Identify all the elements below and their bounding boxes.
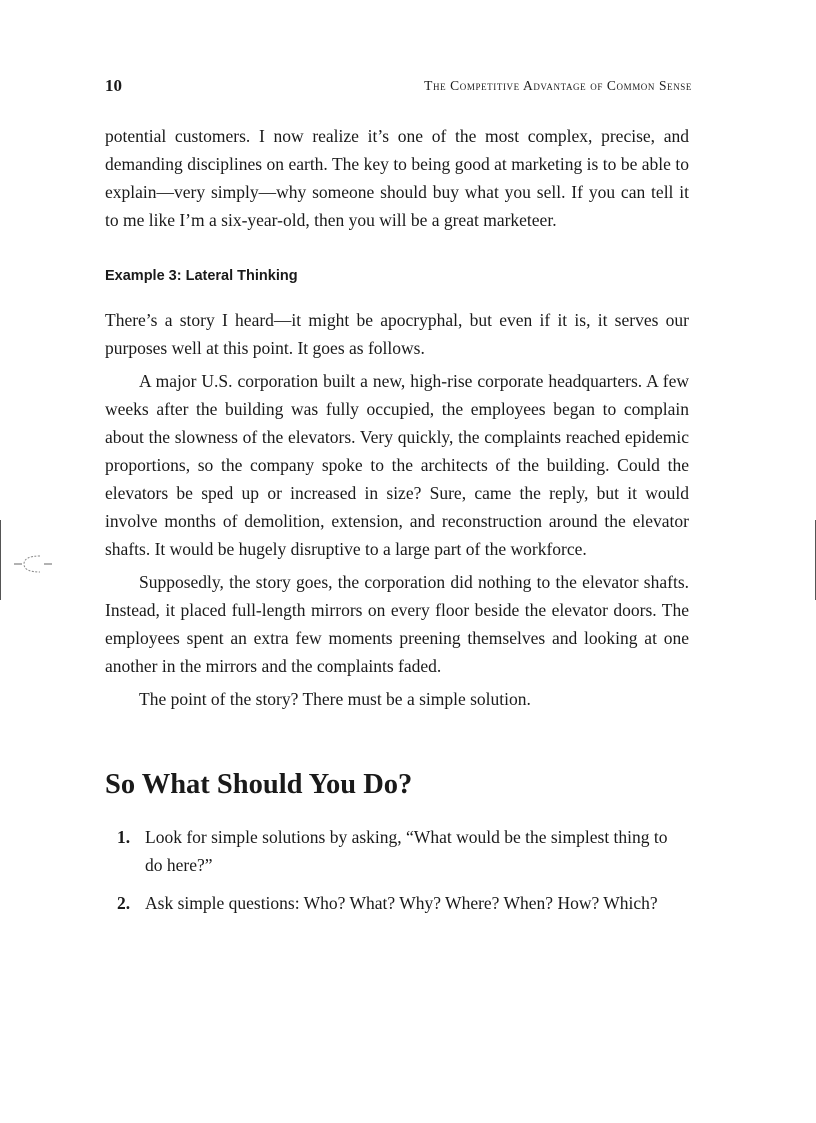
story-paragraph-2: A major U.S. corporation built a new, high-rise corporate headquarters. A few weeks after the building was fully occupied, the employees began to complain about the slowness of the elevators. Very quickly, the complaints reached epidemic proportions, so the company spoke to the architects of the building. Could the elevators be sped up or increased in size? Sure, came the reply, but it would involve months of demolition, extension, and reconstruction around the elevator shafts. It would be hugely disruptive to a large part of the workforce. [105, 371, 689, 559]
list-item [105, 823, 689, 879]
subheading: Example 3: Lateral Thinking [105, 268, 298, 284]
list-text: Ask simple questions: Who? What? Why? Where? When? How? Which? [145, 893, 658, 913]
list-number: 1. [117, 827, 131, 847]
page-number: 10 [105, 76, 122, 95]
story-paragraph-4: The point of the story? There must be a simple solution. [139, 689, 531, 709]
section-heading: So What Should You Do? [105, 769, 413, 800]
list-item [105, 889, 689, 917]
list-number: 2. [117, 893, 131, 913]
list-text: Look for simple solutions by asking, “What would be the simplest thing to do here?” [145, 827, 668, 875]
running-head: The Competitive Advantage of Common Sense [424, 78, 692, 93]
page-header [105, 72, 692, 98]
intro-paragraph: potential customers. I now realize it’s one of the most complex, precise, and demanding disciplines on earth. The key to being good at marketing is to be able to explain—very simply—why someone should buy what you sell. If you can tell it to me like I’m a six-year-old, then you will be a great marketeer. [105, 126, 689, 230]
registration-mark-icon [12, 552, 52, 576]
story-paragraph-3: Supposedly, the story goes, the corporation did nothing to the elevator shafts. Instead, it placed full-length mirrors on every floor beside the elevator doors. The employees spent an extra few moments preening themselves and looking at one another in the mirrors and the complaints faded. [105, 572, 689, 676]
crop-mark-left [0, 520, 1, 600]
page-content [105, 122, 689, 927]
story-paragraph-1: There’s a story I heard—it might be apocryphal, but even if it is, it serves our purposes well at this point. It goes as follows. [105, 310, 689, 358]
